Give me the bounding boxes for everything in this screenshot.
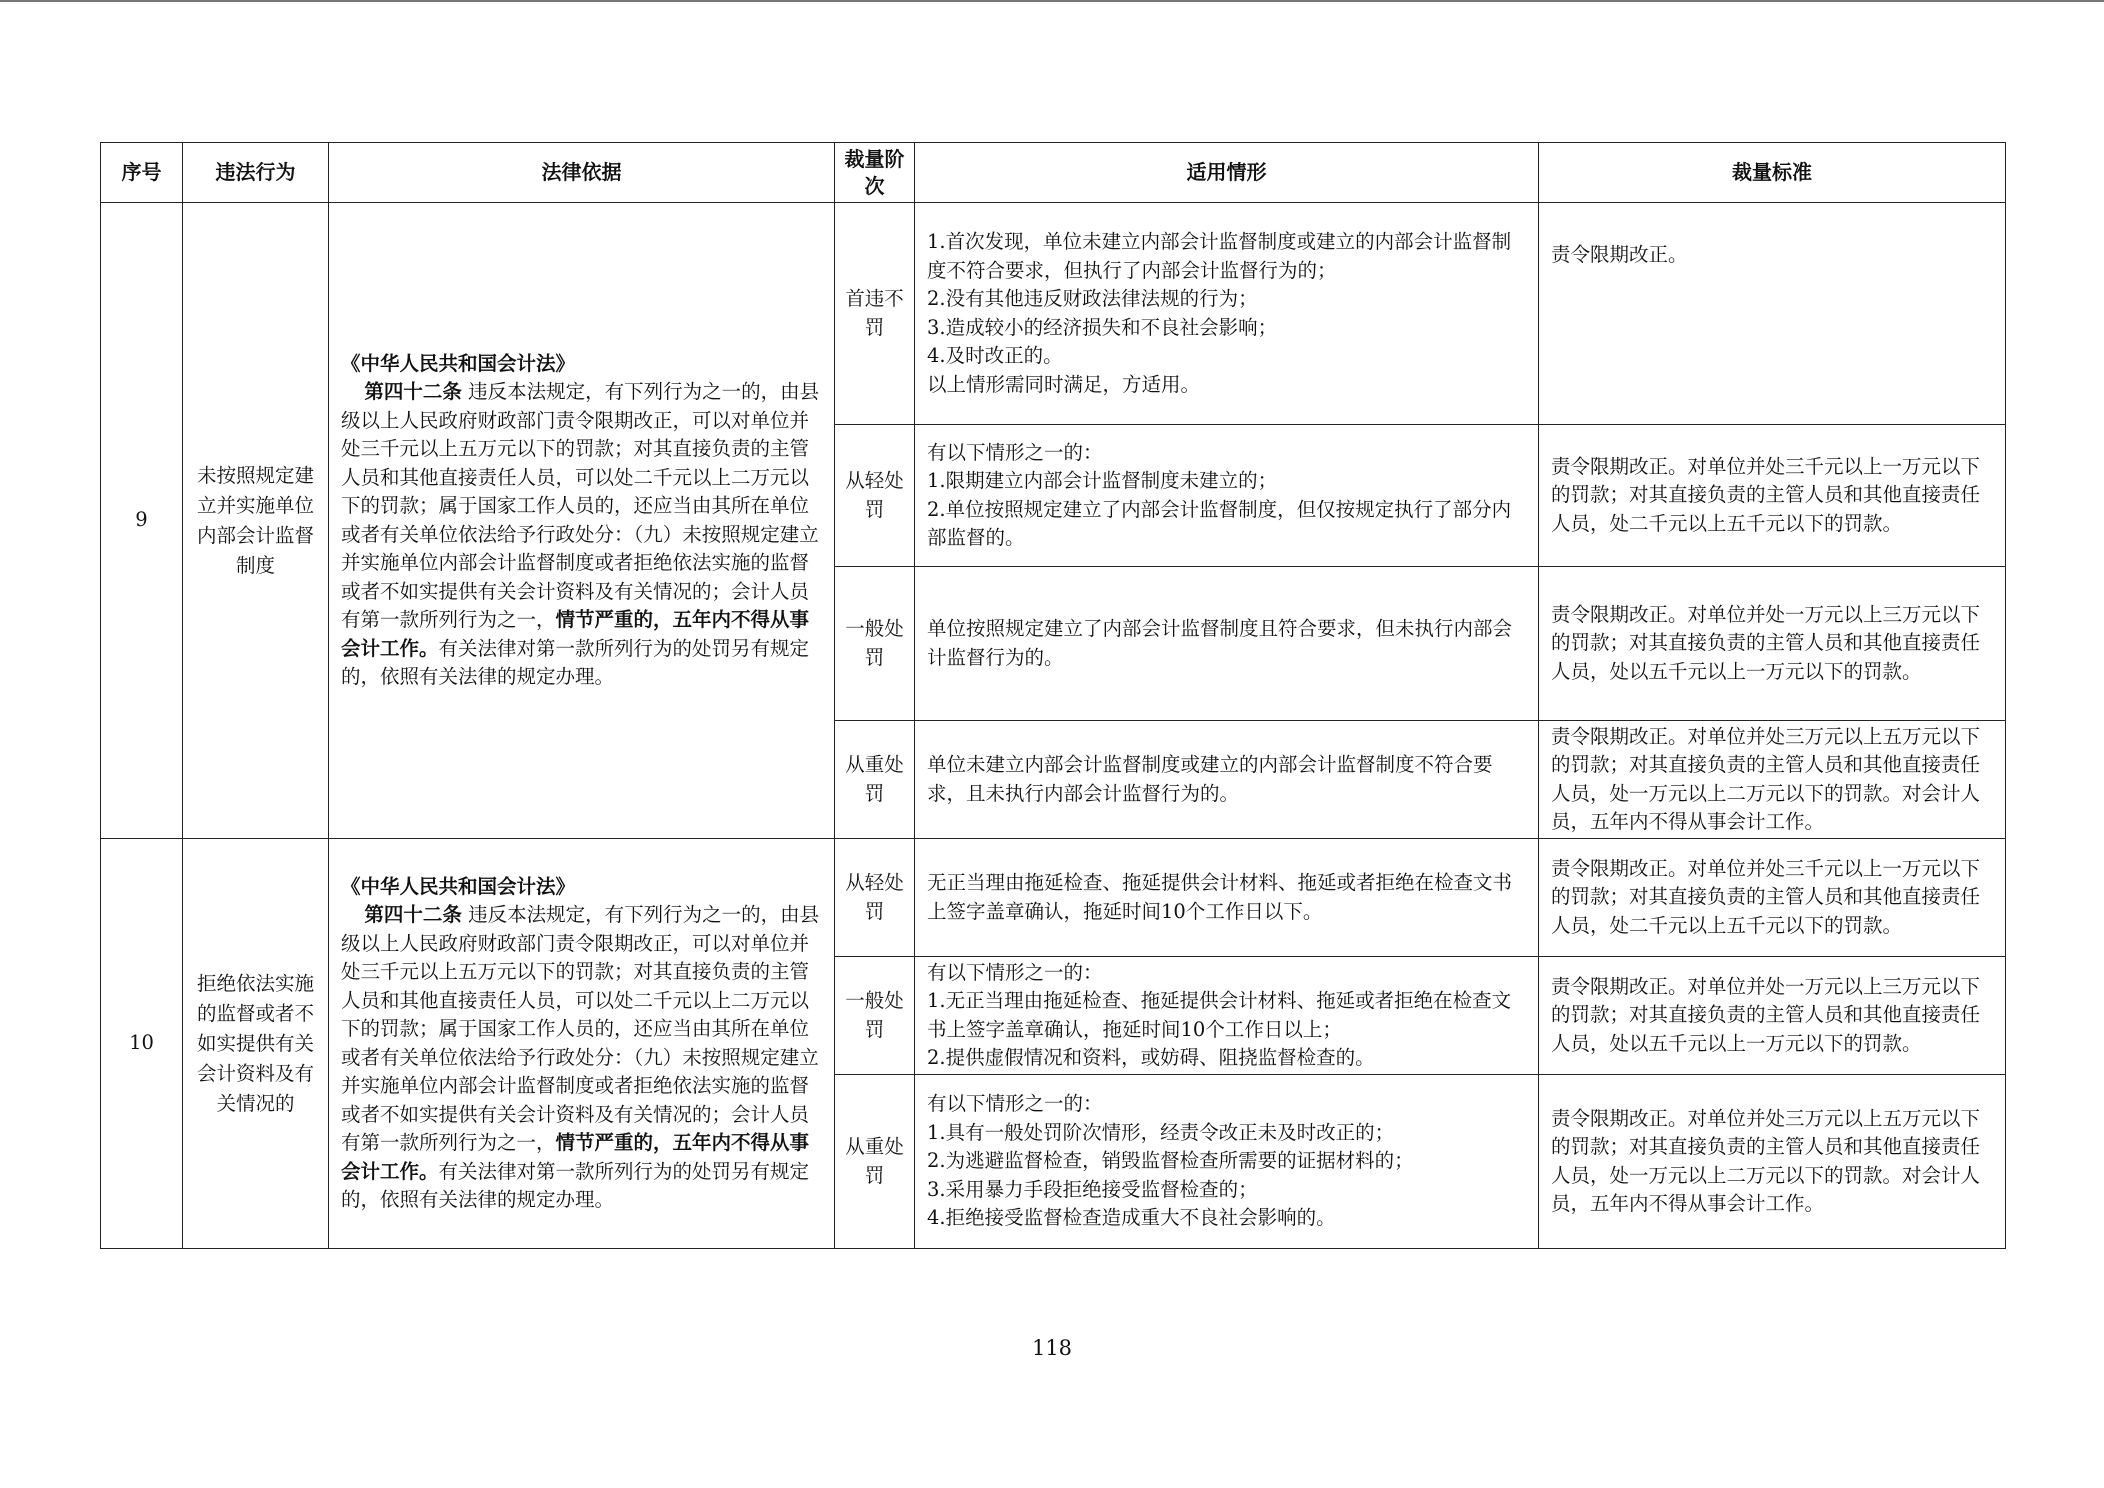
- header-violation: 违法行为: [183, 143, 329, 203]
- legal-text-part2: 有关法律对第一款所列行为的处罚另有规定的，依照有关法律的规定办理。: [341, 1159, 810, 1211]
- standard-cell: 责令限期改正。对单位并处一万元以上三万元以下的罚款；对其直接负责的主管人员和其他直接责任人员，处以五千元以上一万元以下的罚款。: [1539, 957, 2006, 1075]
- legal-text-part2: 有关法律对第一款所列行为的处罚另有规定的，依照有关法律的规定办理。: [341, 636, 810, 688]
- situation-cell: [915, 1075, 1539, 1249]
- row-legal-basis: [329, 203, 835, 839]
- situation-cell: [915, 567, 1539, 721]
- situation-line: 有以下情形之一的：: [927, 440, 1103, 464]
- situation-cell: [915, 203, 1539, 425]
- situation-line: 2.单位按照规定建立了内部会计监督制度，但仅按规定执行了部分内部监督的。: [927, 497, 1512, 549]
- situation-line: 2.为逃避监督检查，销毁监督检查所需要的证据材料的；: [927, 1149, 1414, 1173]
- situation-line: 1.限期建立内部会计监督制度未建立的；: [927, 469, 1278, 492]
- legal-text-bold: 情节严重的，五年内不得从事会计工作。: [341, 608, 810, 660]
- level-cell: 从重处罚: [835, 1075, 915, 1249]
- level-cell: 从轻处罚: [835, 839, 915, 957]
- situation-line: 单位未建立内部会计监督制度或建立的内部会计监督制度不符合要求，且未执行内部会计监督行为的。: [927, 753, 1493, 805]
- row-legal-basis: [329, 839, 835, 1249]
- situation-line: 1.首次发现，单位未建立内部会计监督制度或建立的内部会计监督制度不符合要求，但执行了内部会计监督行为的；: [927, 230, 1512, 282]
- situation-line: 3.造成较小的经济损失和不良社会影响；: [927, 315, 1278, 339]
- situation-cell: [915, 957, 1539, 1075]
- legal-article-number: 第四十二条: [364, 380, 462, 403]
- situation-line: 4.及时改正的。: [927, 344, 1063, 367]
- level-cell: 从重处罚: [835, 721, 915, 839]
- situation-line: 单位按照规定建立了内部会计监督制度且符合要求，但未执行内部会计监督行为的。: [927, 617, 1513, 669]
- situation-line: 无正当理由拖延检查、拖延提供会计材料、拖延或者拒绝在检查文书上签字盖章确认，拖延时间10个工作日以下。: [927, 871, 1513, 923]
- situation-line: 3.采用暴力手段拒绝接受监督检查的；: [927, 1177, 1258, 1201]
- table-header-row: [101, 143, 2006, 203]
- header-level: 裁量阶次: [835, 143, 915, 203]
- table-row: [101, 203, 2006, 425]
- legal-article: [341, 378, 822, 692]
- standard-cell: 责令限期改正。对单位并处三万元以上五万元以下的罚款；对其直接负责的主管人员和其他直接责任人员，处一万元以上二万元以下的罚款。对会计人员，五年内不得从事会计工作。: [1539, 721, 2006, 839]
- standard-cell: 责令限期改正。: [1539, 203, 2006, 425]
- page-number: 118: [1031, 1336, 1073, 1360]
- situation-line: 1.无正当理由拖延检查、拖延提供会计材料、拖延或者拒绝在检查文书上签字盖章确认，拖延时间10个工作日以上；: [927, 989, 1512, 1041]
- header-seq: 序号: [101, 143, 183, 203]
- standard-cell: 责令限期改正。对单位并处三万元以上五万元以下的罚款；对其直接负责的主管人员和其他直接责任人员，处一万元以上二万元以下的罚款。对会计人员，五年内不得从事会计工作。: [1539, 1075, 2006, 1249]
- level-cell: 首违不罚: [835, 203, 915, 425]
- situation-line: 有以下情形之一的：: [927, 960, 1103, 984]
- situation-line: 1.具有一般处罚阶次情形，经责令改正未及时改正的；: [927, 1120, 1395, 1144]
- header-situation: 适用情形: [915, 143, 1539, 203]
- header-legal-basis: 法律依据: [329, 143, 835, 203]
- situation-cell: [915, 839, 1539, 957]
- situation-line: 4.拒绝接受监督检查造成重大不良社会影响的。: [927, 1206, 1336, 1230]
- row-seq: 10: [101, 839, 183, 1249]
- situation-line: 2.提供虚假情况和资料，或妨碍、阻挠监督检查的。: [927, 1046, 1375, 1069]
- legal-article: [341, 901, 822, 1215]
- situation-line: 有以下情形之一的：: [927, 1092, 1103, 1116]
- legal-title: 《中华人民共和国会计法》: [341, 351, 576, 375]
- row-seq: 9: [101, 203, 183, 839]
- legal-article-number: 第四十二条: [364, 903, 462, 926]
- legal-text-bold: 情节严重的，五年内不得从事会计工作。: [341, 1131, 810, 1183]
- table-row: [101, 839, 2006, 957]
- page-top-border: [0, 0, 2104, 2]
- standard-cell: 责令限期改正。对单位并处一万元以上三万元以下的罚款；对其直接负责的主管人员和其他直接责任人员，处以五千元以上一万元以下的罚款。: [1539, 567, 2006, 721]
- situation-line: 以上情形需同时满足，方适用。: [927, 372, 1201, 396]
- legal-title: 《中华人民共和国会计法》: [341, 874, 576, 898]
- row-violation: 拒绝依法实施的监督或者不如实提供有关会计资料及有关情况的: [183, 839, 329, 1249]
- situation-cell: [915, 425, 1539, 567]
- situation-line: 2.没有其他违反财政法律法规的行为；: [927, 287, 1258, 310]
- standard-cell: 责令限期改正。对单位并处三千元以上一万元以下的罚款；对其直接负责的主管人员和其他直接责任人员，处二千元以上五千元以下的罚款。: [1539, 425, 2006, 567]
- level-cell: 从轻处罚: [835, 425, 915, 567]
- row-violation: 未按照规定建立并实施单位内部会计监督制度: [183, 203, 329, 839]
- header-standard: 裁量标准: [1539, 143, 2006, 203]
- legal-text-part1: 违反本法规定，有下列行为之一的，由县级以上人民政府财政部门责令限期改正，可以对单位并处三千元以上五万元以下的罚款；对其直接负责的主管人员和其他直接责任人员，可以处二千元以上二万元以下的罚款；属于国家工作人员的，还应当由其所在单位或者有关单位依法给予行政处分：（九）未按照规定建立并实施单位内部会计监督制度或者拒绝依法实施的监督或者不如实提供有关会计资料及有关情况的；会计人员有第一款所列行为之一，: [341, 903, 820, 1154]
- level-cell: 一般处罚: [835, 957, 915, 1075]
- legal-text-part1: 违反本法规定，有下列行为之一的，由县级以上人民政府财政部门责令限期改正，可以对单位并处三千元以上五万元以下的罚款；对其直接负责的主管人员和其他直接责任人员，可以处二千元以上二万元以下的罚款；属于国家工作人员的，还应当由其所在单位或者有关单位依法给予行政处分：（九）未按照规定建立并实施单位内部会计监督制度或者拒绝依法实施的监督或者不如实提供有关会计资料及有关情况的；会计人员有第一款所列行为之一，: [341, 380, 820, 631]
- situation-cell: [915, 721, 1539, 839]
- discretion-table: [100, 142, 2006, 1249]
- level-cell: 一般处罚: [835, 567, 915, 721]
- standard-cell: 责令限期改正。对单位并处三千元以上一万元以下的罚款；对其直接负责的主管人员和其他直接责任人员，处二千元以上五千元以下的罚款。: [1539, 839, 2006, 957]
